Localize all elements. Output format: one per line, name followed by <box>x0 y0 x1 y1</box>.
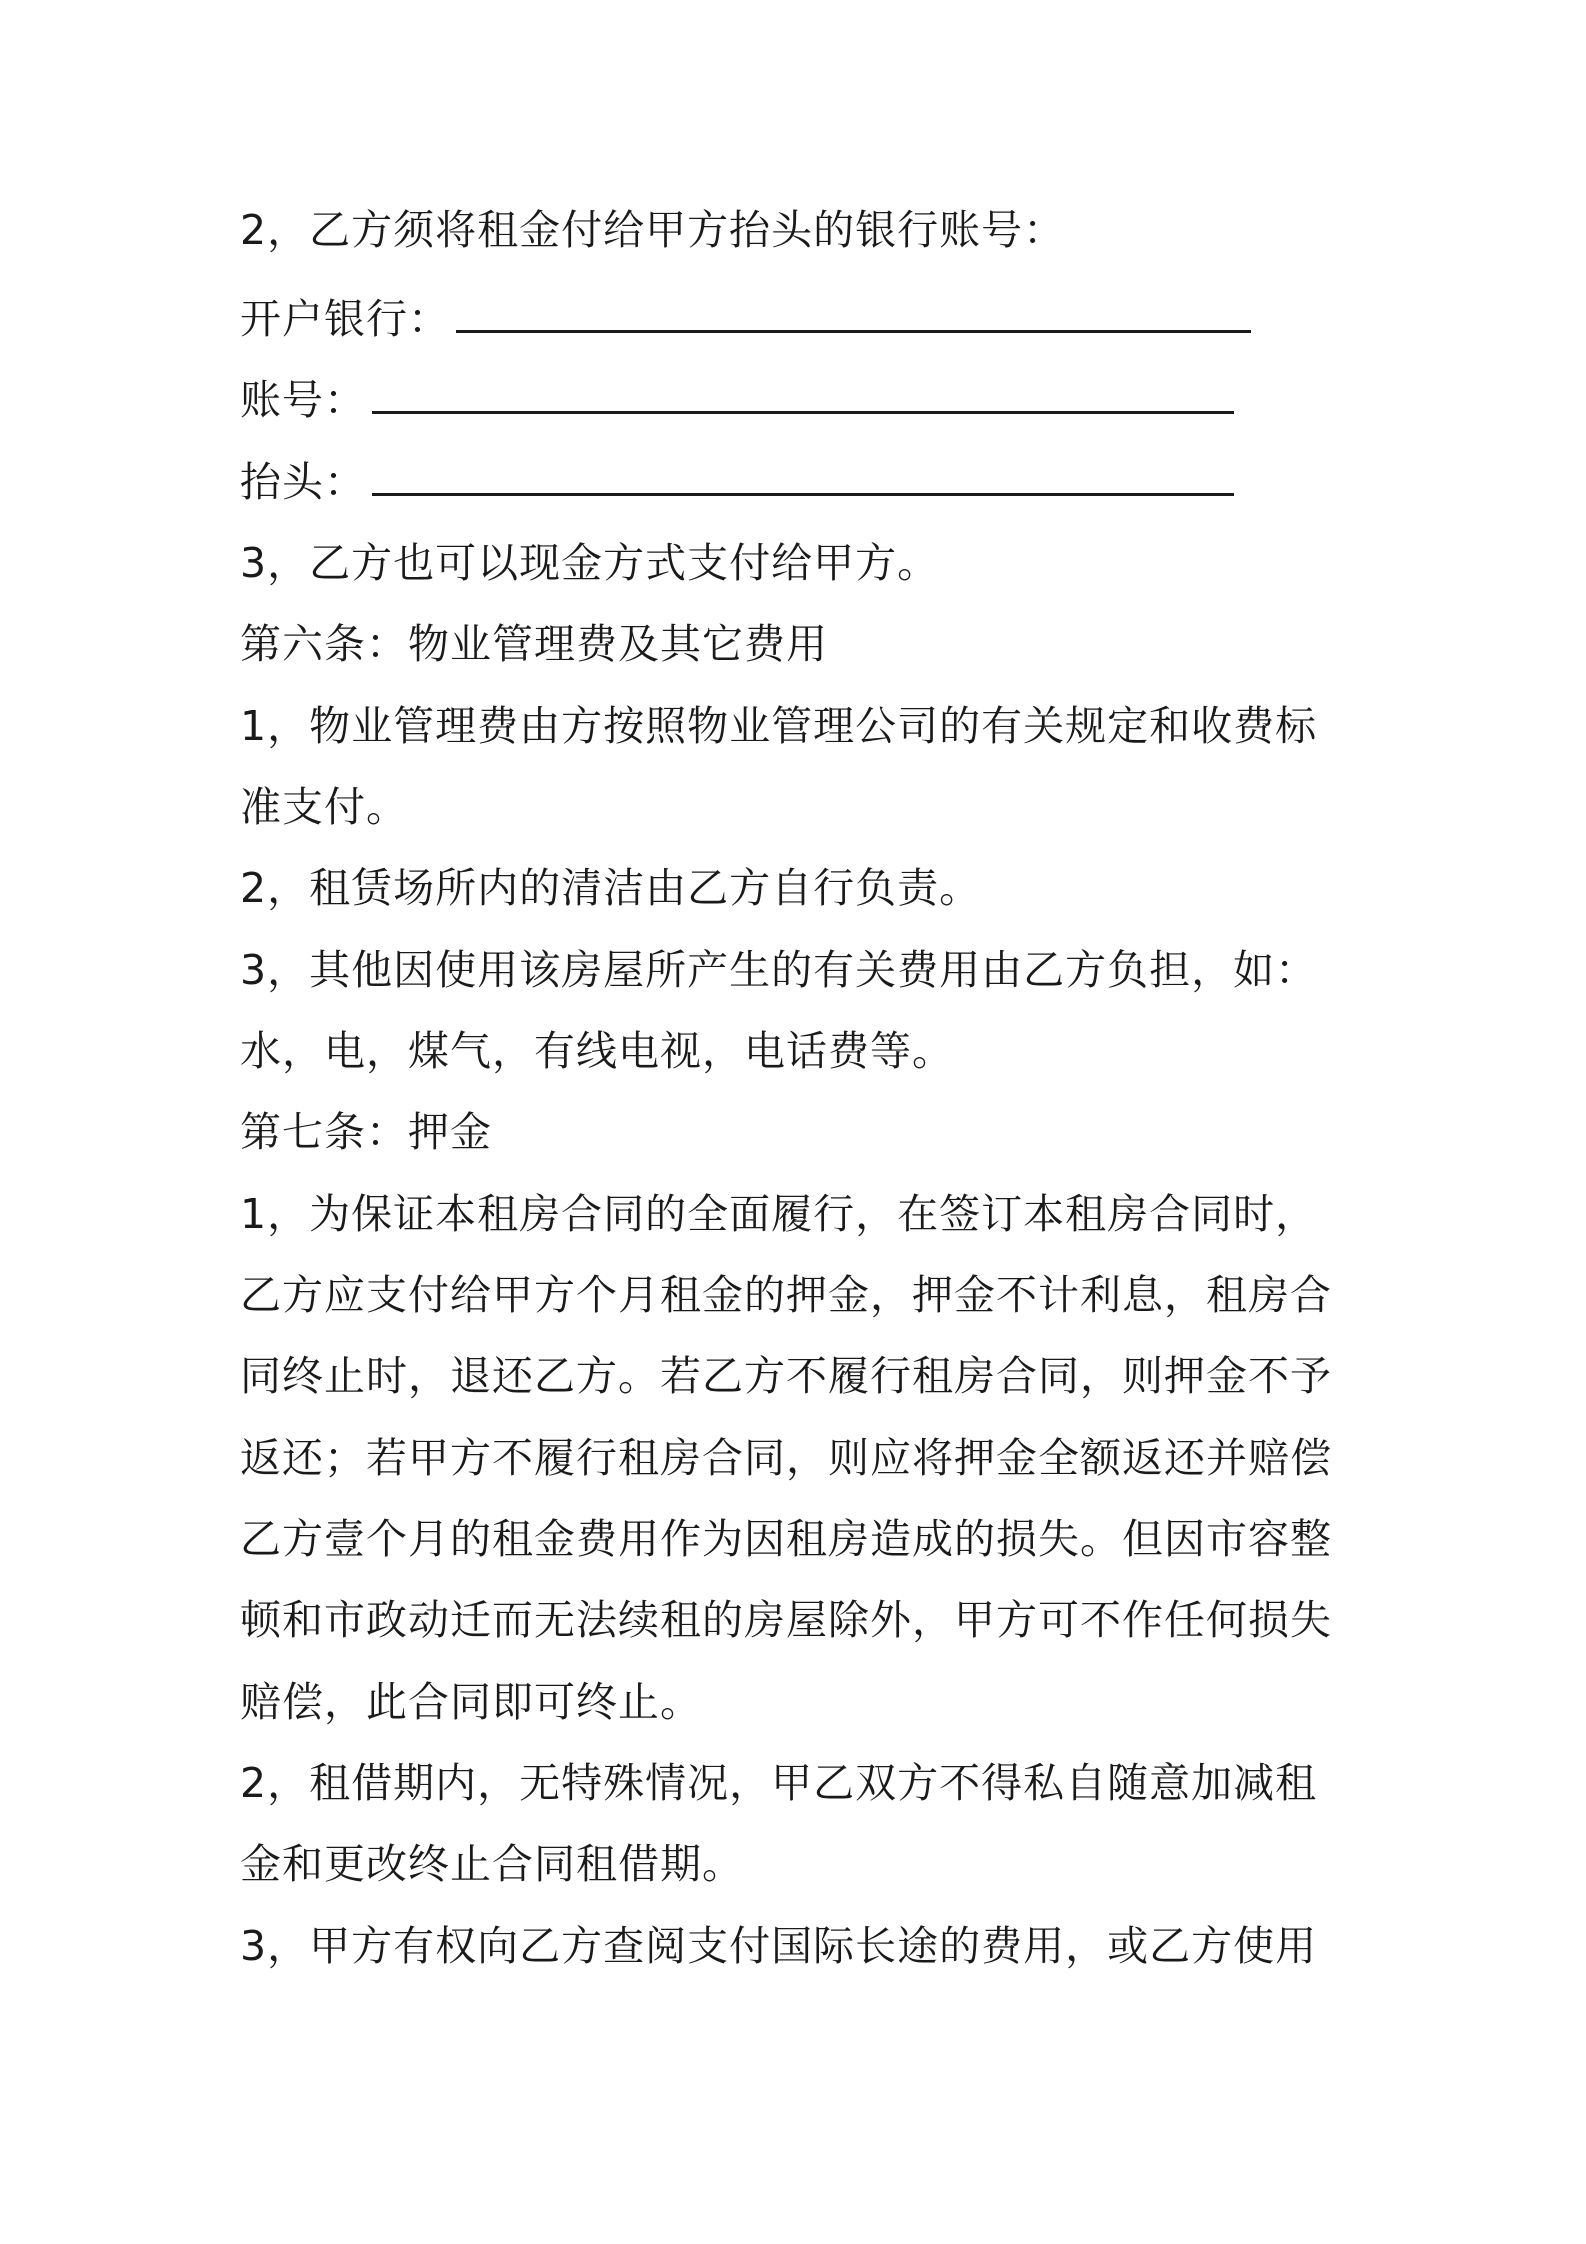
account-holder-blank <box>372 463 1234 496</box>
deposit-clause-line-3 <box>240 1350 1332 1402</box>
text-line: 返还；若甲方不履行租房合同，则应将押金全额返还并赔偿 <box>240 1434 1332 1482</box>
deposit-clause-line-1 <box>240 1188 1317 1240</box>
text-line: 顿和市政动迁而无法续租的房屋除外，甲方可不作任何损失 <box>240 1596 1332 1644</box>
property-fee-clause-line-2 <box>240 781 408 833</box>
property-fee-clause-line-1 <box>240 700 1317 752</box>
bank-name-blank <box>456 300 1251 333</box>
account-holder-label: 抬头： <box>240 458 366 506</box>
deposit-clause-line-7 <box>240 1676 702 1728</box>
deposit-clause-line-2 <box>240 1269 1332 1321</box>
phone-fee-clause-line-1 <box>240 1920 1317 1972</box>
article-seven-heading <box>240 1106 492 1158</box>
cash-payment-clause <box>240 537 939 589</box>
account-number-blank <box>372 381 1234 414</box>
other-fees-clause-line-2 <box>240 1025 954 1077</box>
bank-name-label: 开户银行： <box>240 295 450 343</box>
cleaning-clause <box>240 862 981 914</box>
payment-account-clause <box>240 204 1065 256</box>
section-heading: 第七条：押金 <box>240 1108 492 1156</box>
text-line: 乙方壹个月的租金费用作为因租房造成的损失。但因市容整 <box>240 1515 1332 1563</box>
account-holder-field <box>240 456 1234 508</box>
text-line: 2，租赁场所内的清洁由乙方自行负责。 <box>240 864 982 912</box>
text-line: 1，物业管理费由方按照物业管理公司的有关规定和收费标 <box>240 702 1318 750</box>
article-six-heading <box>240 618 828 670</box>
text-line: 3，乙方也可以现金方式支付给甲方。 <box>240 539 940 587</box>
text-line: 水，电，煤气，有线电视，电话费等。 <box>240 1027 954 1075</box>
account-number-label: 账号： <box>240 376 366 424</box>
text-line: 同终止时，退还乙方。若乙方不履行租房合同，则押金不予 <box>240 1352 1332 1400</box>
text-line: 准支付。 <box>240 783 408 831</box>
rent-change-clause-line-2 <box>240 1838 744 1890</box>
bank-name-field <box>240 293 1251 345</box>
deposit-clause-line-4 <box>240 1432 1332 1484</box>
text-line: 2，租借期内，无特殊情况，甲乙双方不得私自随意加减租 <box>240 1759 1318 1807</box>
deposit-clause-line-5 <box>240 1513 1332 1565</box>
text-line: 3，其他因使用该房屋所产生的有关费用由乙方负担，如： <box>240 946 1318 994</box>
section-heading: 第六条：物业管理费及其它费用 <box>240 620 828 668</box>
text-line: 赔偿，此合同即可终止。 <box>240 1678 702 1726</box>
text-line: 3，甲方有权向乙方查阅支付国际长途的费用，或乙方使用 <box>240 1922 1318 1970</box>
rent-change-clause-line-1 <box>240 1757 1317 1809</box>
other-fees-clause-line-1 <box>240 944 1317 996</box>
text-line: 1，为保证本租房合同的全面履行，在签订本租房合同时， <box>240 1190 1318 1238</box>
text-line: 乙方应支付给甲方个月租金的押金，押金不计利息，租房合 <box>240 1271 1332 1319</box>
account-number-field <box>240 374 1234 426</box>
deposit-clause-line-6 <box>240 1594 1332 1646</box>
text-line: 金和更改终止合同租借期。 <box>240 1840 744 1888</box>
text-line: 2，乙方须将租金付给甲方抬头的银行账号： <box>240 206 1066 254</box>
